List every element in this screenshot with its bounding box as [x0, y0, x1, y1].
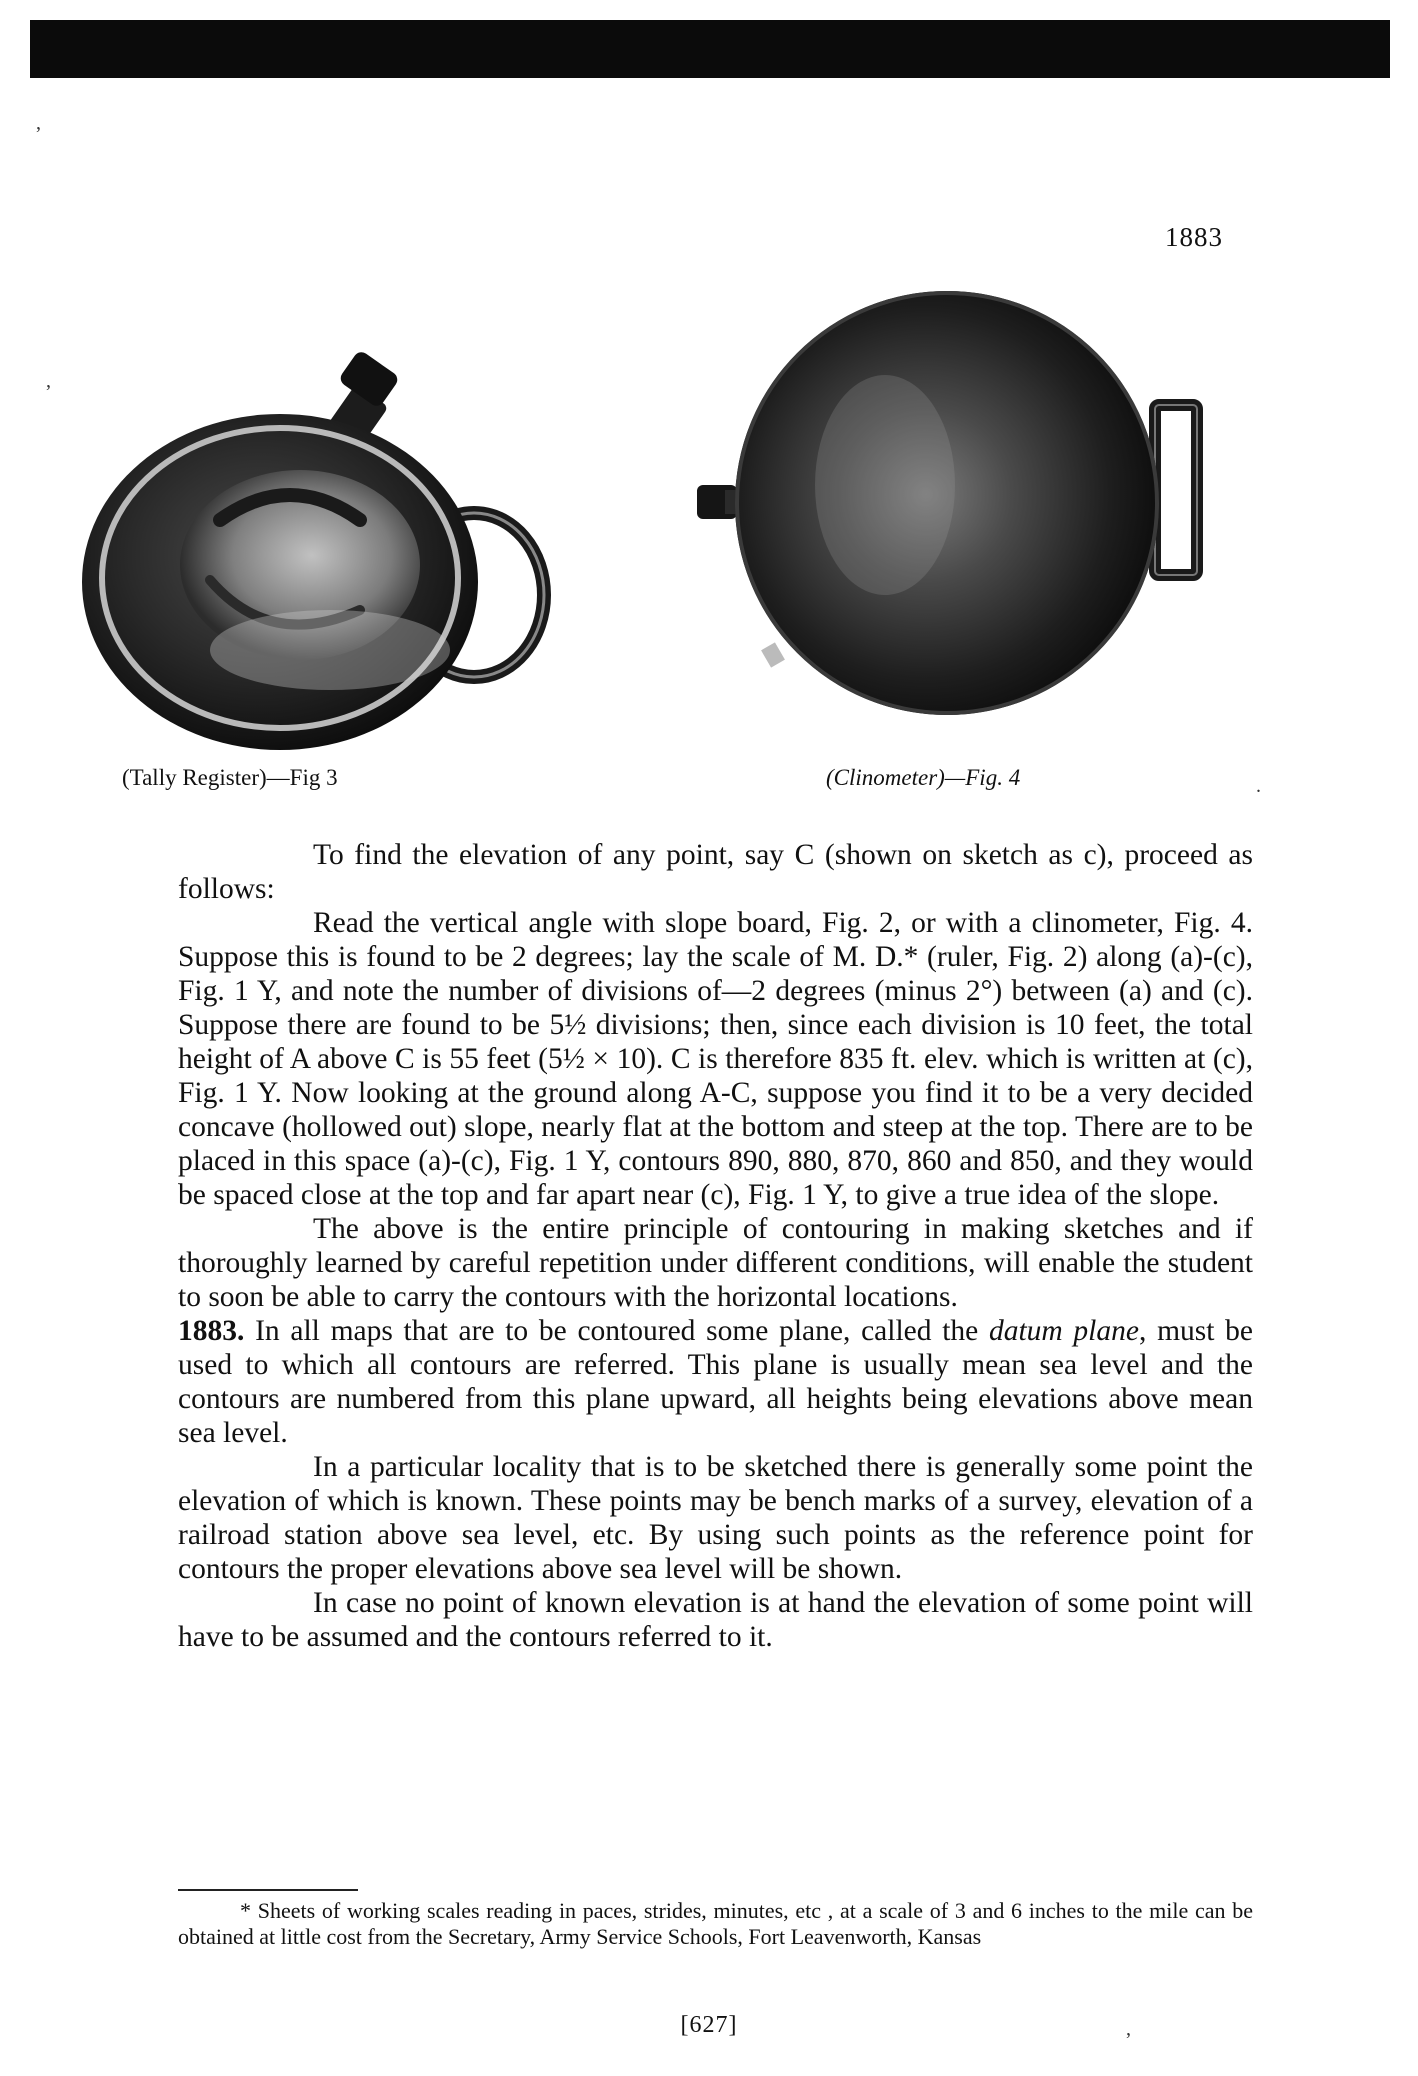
footnote-marker: * [240, 1898, 251, 1923]
tally-register-photo [60, 350, 560, 750]
scan-speck: , [46, 370, 51, 392]
scan-speck: , [1126, 2018, 1131, 2040]
paragraph-text: In all maps that are to be contoured some plane, called the [244, 1315, 989, 1347]
figure-4-caption: (Clinometer)—Fig. 4 [826, 765, 1021, 790]
term-datum-plane: datum plane [988, 1315, 1139, 1347]
body-text [178, 838, 1253, 1654]
paragraph: Read the vertical angle with slope board, Fig. 2, or with a clinometer, Fig. 4. Suppose this is found to be 2 degrees; lay the scale of M. D.* (ruler, Fig. 2) along (a)-(c), Fig. 1 Y, and note the number of divisions of—2 degrees (minus 2°) between (a) and (c). Suppose there are found to be 5½ divisions; then, since each division is 10 feet, the total height of A above C is 55 feet (5½ × 10). C is therefore 835 ft. elev. which is written at (c), Fig. 1 Y. Now looking at the ground along A-C, suppose you find it to be a very decided concave (hollowed out) slope, nearly flat at the bottom and steep at the top. There are to be placed in this space (a)-(c), Fig. 1 Y, contours 890, 880, 870, 860 and 850, and they would be spaced close at the top and far apart near (c), Fig. 1 Y, to give a true idea of the slope. [178, 907, 1253, 1211]
page-section-number: 1883 [1165, 222, 1223, 252]
footnote [178, 1898, 1253, 1950]
section-number: 1883. [178, 1315, 245, 1347]
paragraph-section-1883 [178, 1314, 1253, 1450]
scan-top-border [30, 20, 1390, 78]
footnote-text: Sheets of working scales reading in paces, strides, minutes, etc , at a scale of 3 and 6 inches to the mile can be obtained at little cost from the Secretary, Army Service Schools, Fort Leavenworth, Kansas [178, 1898, 1253, 1949]
figure-3-caption: (Tally Register)—Fig 3 [122, 765, 338, 790]
footnote-rule [178, 1889, 358, 1891]
paragraph: In a particular locality that is to be sketched there is generally some point the elevation of which is known. These points may be bench marks of a survey, elevation of a railroad station above sea level, etc. By using such points as the reference point for contours the proper elevations above sea level will be shown. [178, 1451, 1253, 1585]
scan-speck: , [36, 112, 41, 134]
paragraph: The above is the entire principle of contouring in making sketches and if thoroughly learned by careful repetition under different conditions, will enable the student to soon be able to carry the contours with the horizontal locations. [178, 1213, 1253, 1313]
clinometer-photo [685, 285, 1245, 735]
scan-speck: . [1256, 775, 1261, 797]
paragraph: In case no point of known elevation is at hand the elevation of some point will have to be assumed and the contours referred to it. [178, 1587, 1253, 1653]
paragraph-text: , must be used to which all contours are referred. This plane is usually mean sea level and the contours are numbered from this plane upward, all heights being elevations above mean sea level. [178, 1315, 1254, 1449]
page-folio: [627] [680, 2012, 738, 2038]
paragraph: To find the elevation of any point, say C (shown on sketch as c), proceed as follows: [178, 839, 1253, 905]
